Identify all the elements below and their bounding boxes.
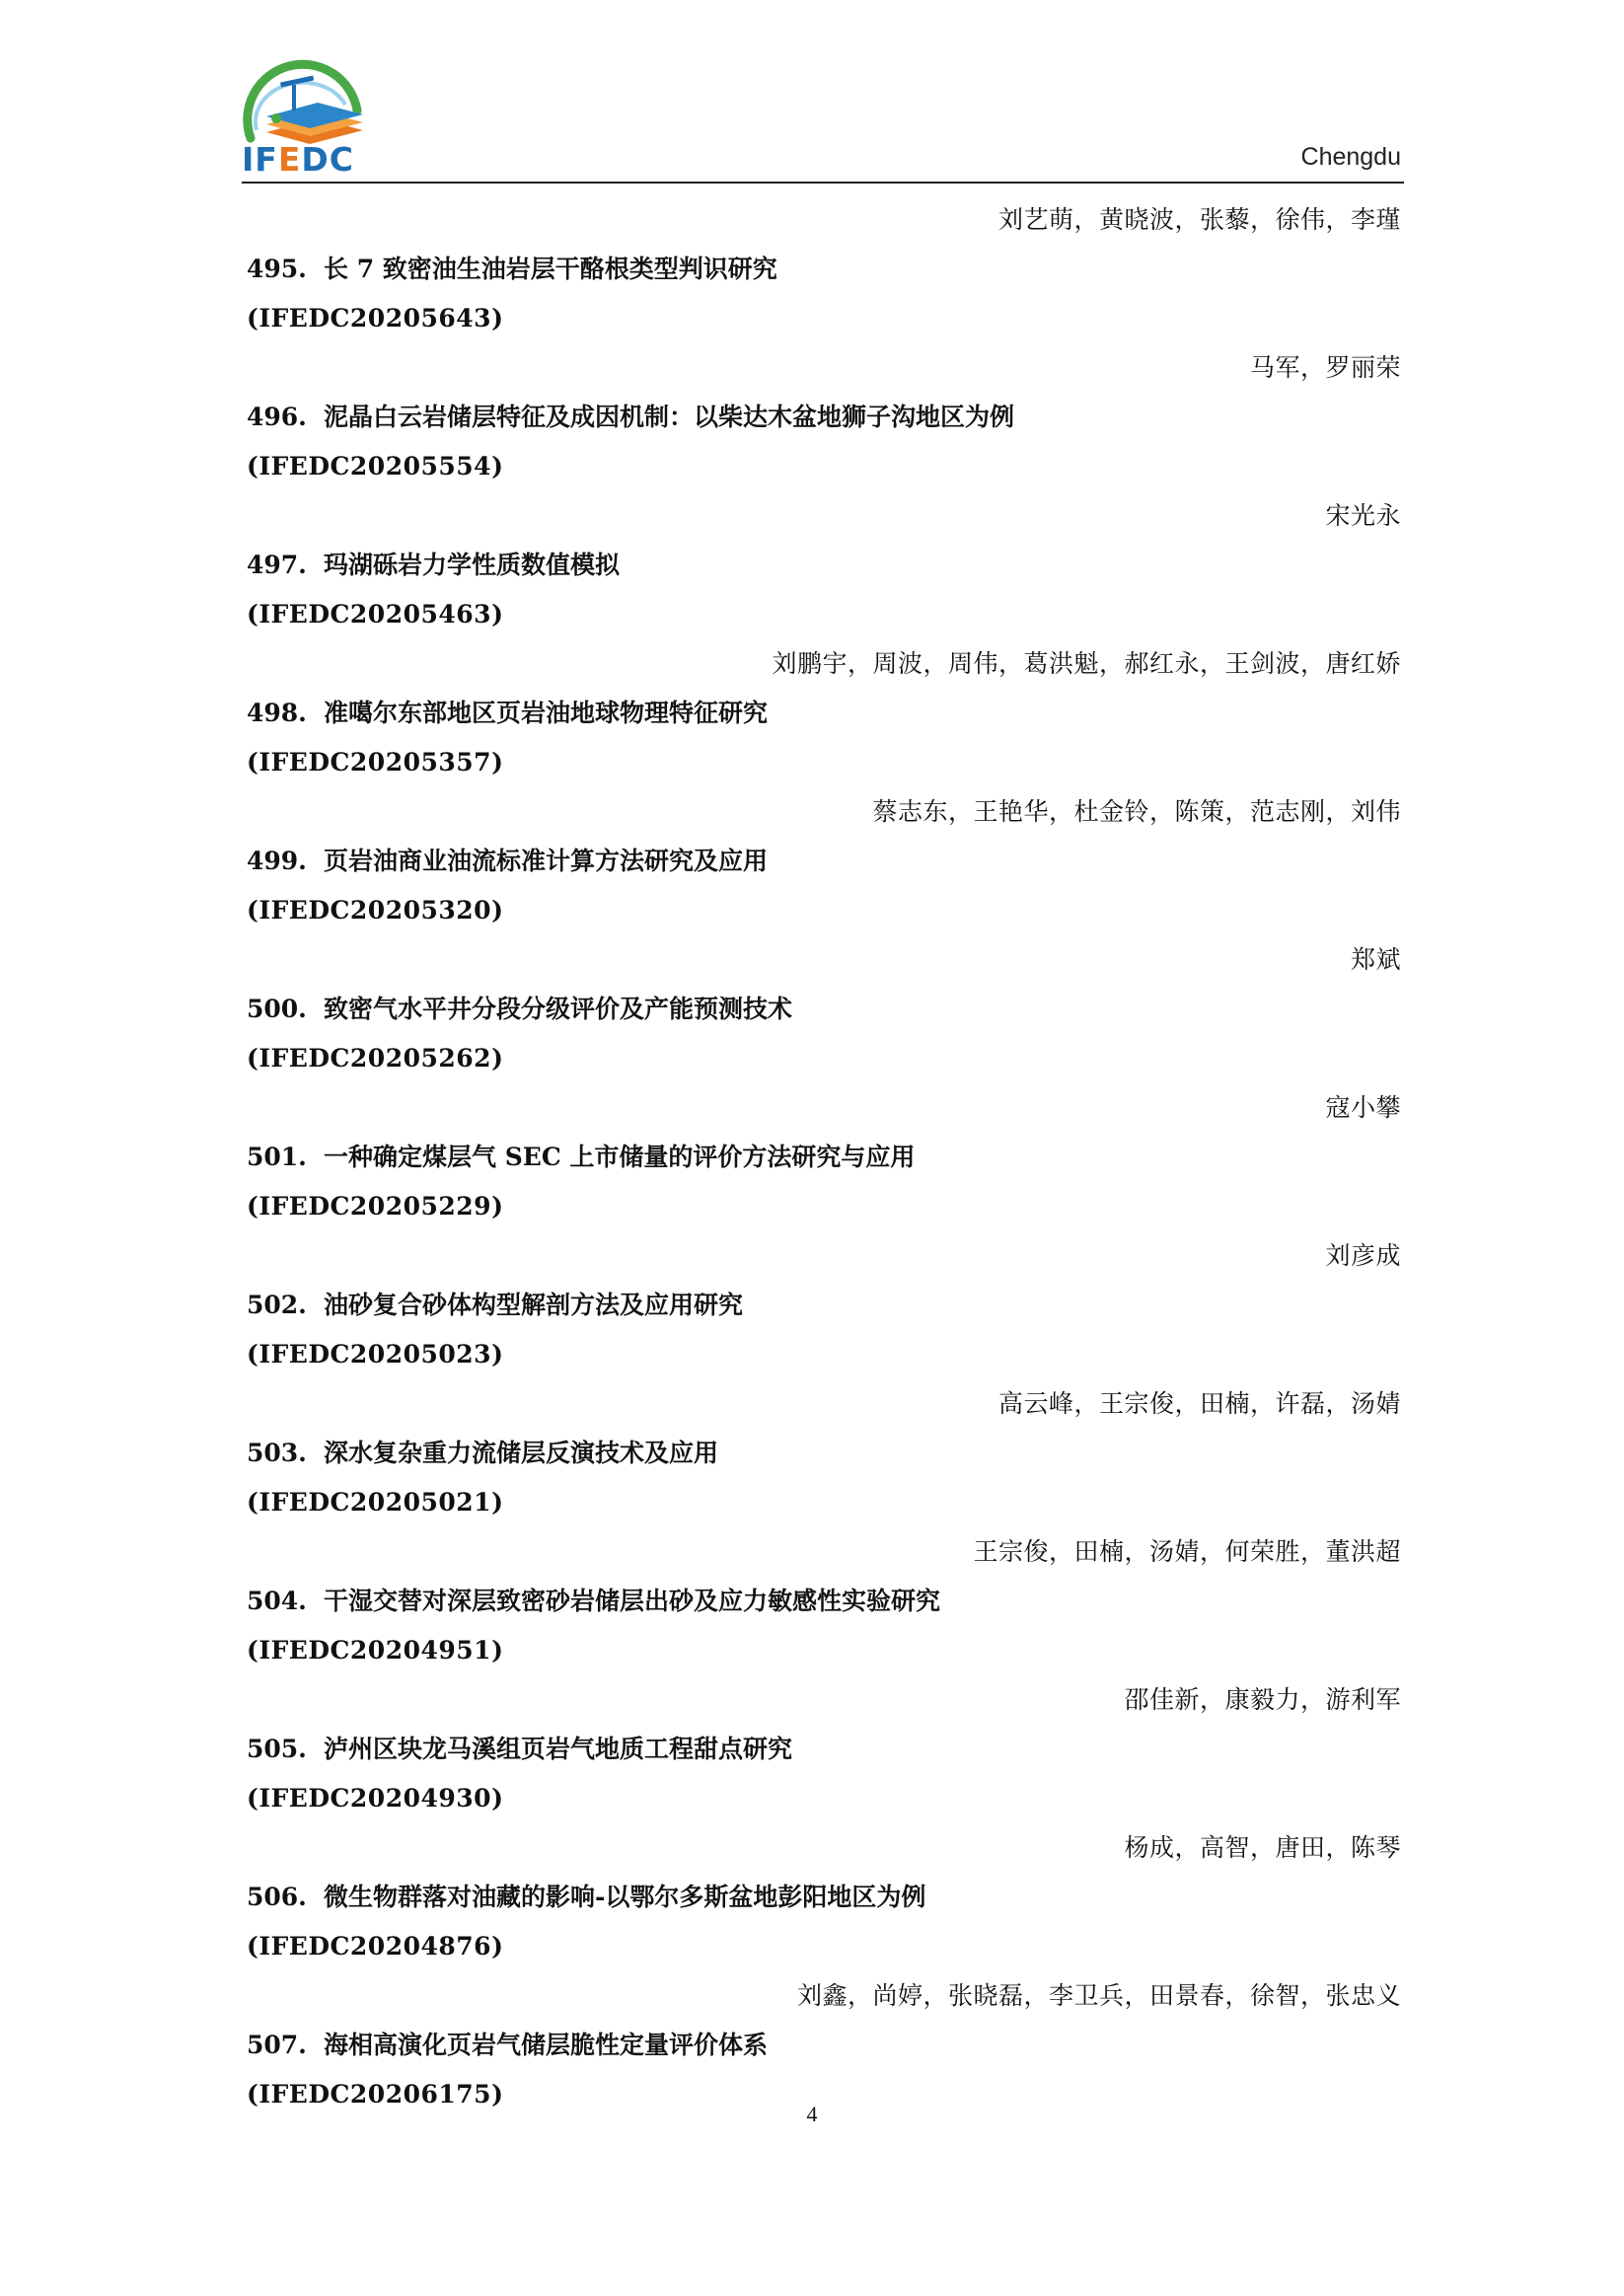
paper-title-line bbox=[247, 837, 1401, 886]
paper-entry bbox=[247, 1725, 1401, 1873]
paper-entry bbox=[247, 1873, 1401, 2021]
paper-title: 玛湖砾岩力学性质数值模拟 bbox=[324, 551, 621, 579]
paper-authors: 邵佳新，康毅力，游利军 bbox=[1124, 1685, 1401, 1714]
logo-text-accent: E bbox=[277, 140, 302, 179]
paper-entry bbox=[247, 245, 1401, 393]
paper-authors: 寇小攀 bbox=[1325, 1093, 1401, 1122]
paper-title: 油砂复合砂体构型解剖方法及应用研究 bbox=[324, 1291, 744, 1319]
paper-title: 海相高演化页岩气储层脆性定量评价体系 bbox=[324, 2031, 769, 2059]
paper-code: (IFEDC20205554) bbox=[247, 452, 504, 481]
paper-number: 503. bbox=[247, 1439, 307, 1467]
continued-authors: 刘艺萌，黄晓波，张藜，徐伟，李瑾 bbox=[997, 205, 1401, 234]
paper-authors: 高云峰，王宗俊，田楠，许磊，汤婧 bbox=[997, 1389, 1401, 1418]
paper-title: 泸州区块龙马溪组页岩气地质工程甜点研究 bbox=[324, 1735, 793, 1763]
paper-number: 497. bbox=[247, 551, 307, 579]
paper-code: (IFEDC20205229) bbox=[247, 1192, 504, 1221]
paper-title-line bbox=[247, 985, 1401, 1034]
paper-code: (IFEDC20205643) bbox=[247, 304, 504, 333]
paper-title: 干湿交替对深层致密砂岩储层出砂及应力敏感性实验研究 bbox=[324, 1587, 941, 1615]
paper-code: (IFEDC20205021) bbox=[247, 1488, 504, 1517]
paper-entry bbox=[247, 1429, 1401, 1577]
paper-authors: 杨成，高智，唐田，陈琴 bbox=[1124, 1833, 1401, 1862]
logo-text bbox=[242, 140, 354, 179]
paper-number: 498. bbox=[247, 699, 307, 727]
paper-code: (IFEDC20204930) bbox=[247, 1784, 504, 1813]
paper-title: 微生物群落对油藏的影响-以鄂尔多斯盆地彭阳地区为例 bbox=[324, 1883, 926, 1911]
paper-number: 502. bbox=[247, 1291, 307, 1319]
paper-number: 496. bbox=[247, 403, 307, 431]
paper-title-line bbox=[247, 2021, 1401, 2070]
paper-number: 500. bbox=[247, 995, 307, 1023]
paper-title: 致密气水平井分段分级评价及产能预测技术 bbox=[324, 995, 793, 1023]
paper-authors: 郑斌 bbox=[1350, 945, 1401, 974]
paper-code: (IFEDC20205262) bbox=[247, 1044, 504, 1073]
paper-title: 页岩油商业油流标准计算方法研究及应用 bbox=[324, 847, 769, 875]
paper-title: 一种确定煤层气 SEC 上市储量的评价方法研究与应用 bbox=[324, 1143, 916, 1171]
paper-title: 长 7 致密油生油岩层干酪根类型判识研究 bbox=[324, 255, 777, 283]
paper-entry bbox=[247, 1577, 1401, 1725]
paper-entry bbox=[247, 393, 1401, 541]
paper-title-line bbox=[247, 541, 1401, 590]
paper-authors: 马军，罗丽荣 bbox=[1249, 353, 1401, 382]
logo-text-prefix: IF bbox=[242, 140, 278, 179]
paper-title-line bbox=[247, 393, 1401, 442]
paper-authors: 蔡志东，王艳华，杜金铃，陈策，范志刚，刘伟 bbox=[872, 797, 1401, 826]
paper-entry bbox=[247, 1281, 1401, 1429]
paper-number: 504. bbox=[247, 1587, 307, 1615]
paper-title-line bbox=[247, 1429, 1401, 1478]
paper-title-line bbox=[247, 1133, 1401, 1182]
paper-title-line bbox=[247, 1725, 1401, 1774]
paper-number: 501. bbox=[247, 1143, 307, 1171]
paper-code: (IFEDC20204951) bbox=[247, 1636, 504, 1665]
paper-code: (IFEDC20205463) bbox=[247, 600, 504, 629]
paper-entry bbox=[247, 837, 1401, 985]
paper-number: 495. bbox=[247, 255, 307, 283]
logo-text-suffix: DC bbox=[301, 140, 354, 179]
page-header bbox=[0, 0, 1624, 187]
paper-title-line bbox=[247, 245, 1401, 294]
paper-code: (IFEDC20205023) bbox=[247, 1340, 504, 1369]
paper-number: 507. bbox=[247, 2031, 307, 2059]
paper-code: (IFEDC20205320) bbox=[247, 896, 504, 925]
header-rule bbox=[242, 182, 1404, 184]
paper-number: 505. bbox=[247, 1735, 307, 1763]
paper-authors: 刘鹏宇，周波，周伟，葛洪魁，郝红永，王剑波，唐红娇 bbox=[772, 649, 1401, 678]
paper-code: (IFEDC20206175) bbox=[247, 2080, 504, 2109]
paper-entry bbox=[247, 541, 1401, 689]
page-number: 4 bbox=[806, 2102, 818, 2126]
paper-list bbox=[247, 195, 1401, 2119]
paper-entry bbox=[247, 985, 1401, 1133]
paper-title-line bbox=[247, 689, 1401, 738]
paper-number: 506. bbox=[247, 1883, 307, 1911]
paper-entry bbox=[247, 1133, 1401, 1281]
header-city: Chengdu bbox=[1300, 143, 1401, 171]
paper-number: 499. bbox=[247, 847, 307, 875]
paper-authors: 刘鑫，尚婷，张晓磊，李卫兵，田景春，徐智，张忠义 bbox=[796, 1981, 1401, 2010]
paper-title-line bbox=[247, 1873, 1401, 1922]
paper-entry bbox=[247, 689, 1401, 837]
paper-title-line bbox=[247, 1577, 1401, 1626]
paper-authors: 宋光永 bbox=[1325, 501, 1401, 530]
paper-title-line bbox=[247, 1281, 1401, 1330]
paper-title: 深水复杂重力流储层反演技术及应用 bbox=[324, 1439, 719, 1467]
paper-authors: 刘彦成 bbox=[1325, 1241, 1401, 1270]
paper-authors: 王宗俊，田楠，汤婧，何荣胜，董洪超 bbox=[973, 1537, 1401, 1566]
paper-title: 泥晶白云岩储层特征及成因机制：以柴达木盆地狮子沟地区为例 bbox=[324, 403, 1015, 431]
paper-code: (IFEDC20205357) bbox=[247, 748, 504, 777]
paper-code: (IFEDC20204876) bbox=[247, 1932, 504, 1961]
paper-title: 准噶尔东部地区页岩油地球物理特征研究 bbox=[324, 699, 769, 727]
